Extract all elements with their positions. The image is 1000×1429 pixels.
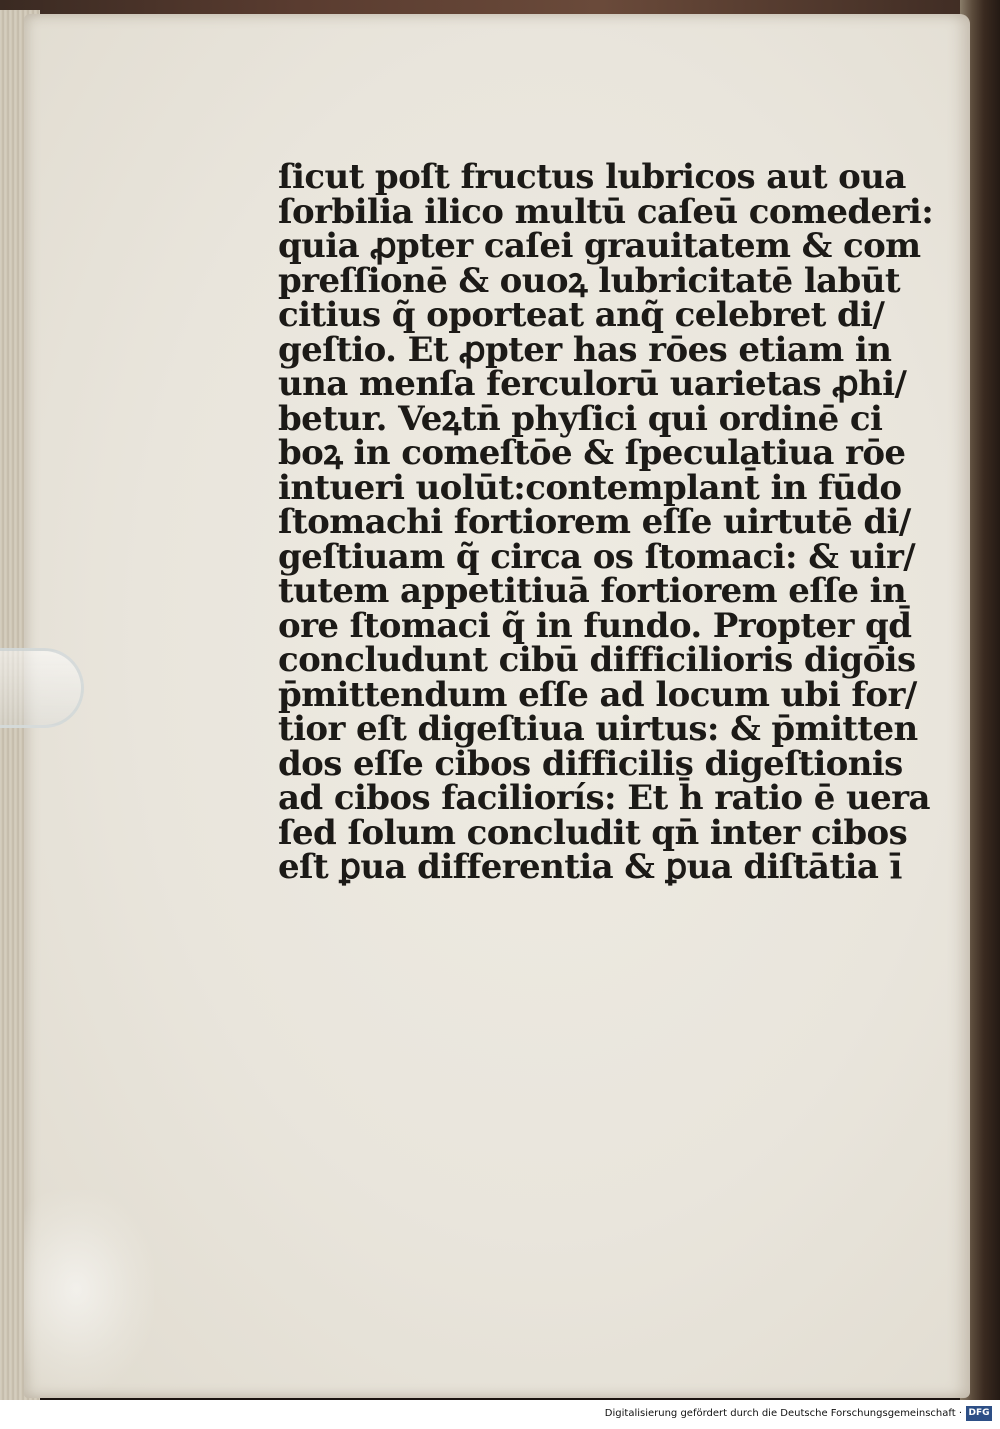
text-line: citius q̃ oporteat anq̃ celebret di/ [278, 295, 885, 335]
text-line: tior eſt digeſtiua uirtus: & p̄mitten [278, 709, 918, 749]
text-line: quia ꝓpter caſei grauitatem & com [278, 226, 921, 266]
dfg-logo-icon: DFG [966, 1406, 992, 1421]
page-clip [0, 648, 84, 728]
text-line: intueri uolūt:contemplant̄ in fūdo [278, 467, 902, 508]
text-line: ad cibos faciliorís: Et h̄ ratio ē uera [278, 778, 930, 818]
text-line: ſed ſolum concludit qn̄ inter cibos [278, 812, 908, 853]
text-line: boꝝ in comeſtōe & ſpeculatiua rōe [278, 433, 906, 473]
text-block [278, 157, 934, 887]
text-line: geſtiuam q̃ circa os ſtomaci: & uir/ [278, 536, 916, 577]
footer-bar [0, 1400, 1000, 1429]
text-line: ore ſtomaci q̃ in fundo. Propter qd̄ [278, 605, 912, 646]
text-line: ſorbilia ilico multū caſeū comederi: [278, 191, 934, 232]
text-line: geſtio. Et ꝓpter has rōes etiam in [278, 329, 892, 370]
text-line: ſicut poſt fructus lubricos aut oua [278, 157, 906, 197]
text-line: una menſa ferculorū uarietas ꝓhi/ [278, 364, 907, 404]
text-line: eſt ꝑua differentia & ꝑua diſtātia ī [278, 847, 902, 887]
text-line: p̄mittendum eſſe ad locum ubi for/ [278, 674, 917, 715]
funding-credit: Digitalisierung gefördert durch die Deutsche Forschungsgemeinschaft · [604, 1408, 962, 1419]
text-line: ſtomachi fortiorem eſſe uirtutē di/ [278, 502, 911, 542]
text-line: preſſionē & ouoꝝ lubricitatē labūt [278, 260, 900, 301]
page-stain [24, 1190, 154, 1390]
text-line: concludunt cibū difficilioris digōis [278, 640, 916, 680]
text-line: betur. Veꝝtn̄ phyſici qui ordinē ci [278, 398, 883, 439]
text-line: tutem appetitiuā fortiorem eſſe in [278, 571, 907, 611]
text-line: dos eſſe cibos difficilis digeſtionis [278, 743, 903, 784]
